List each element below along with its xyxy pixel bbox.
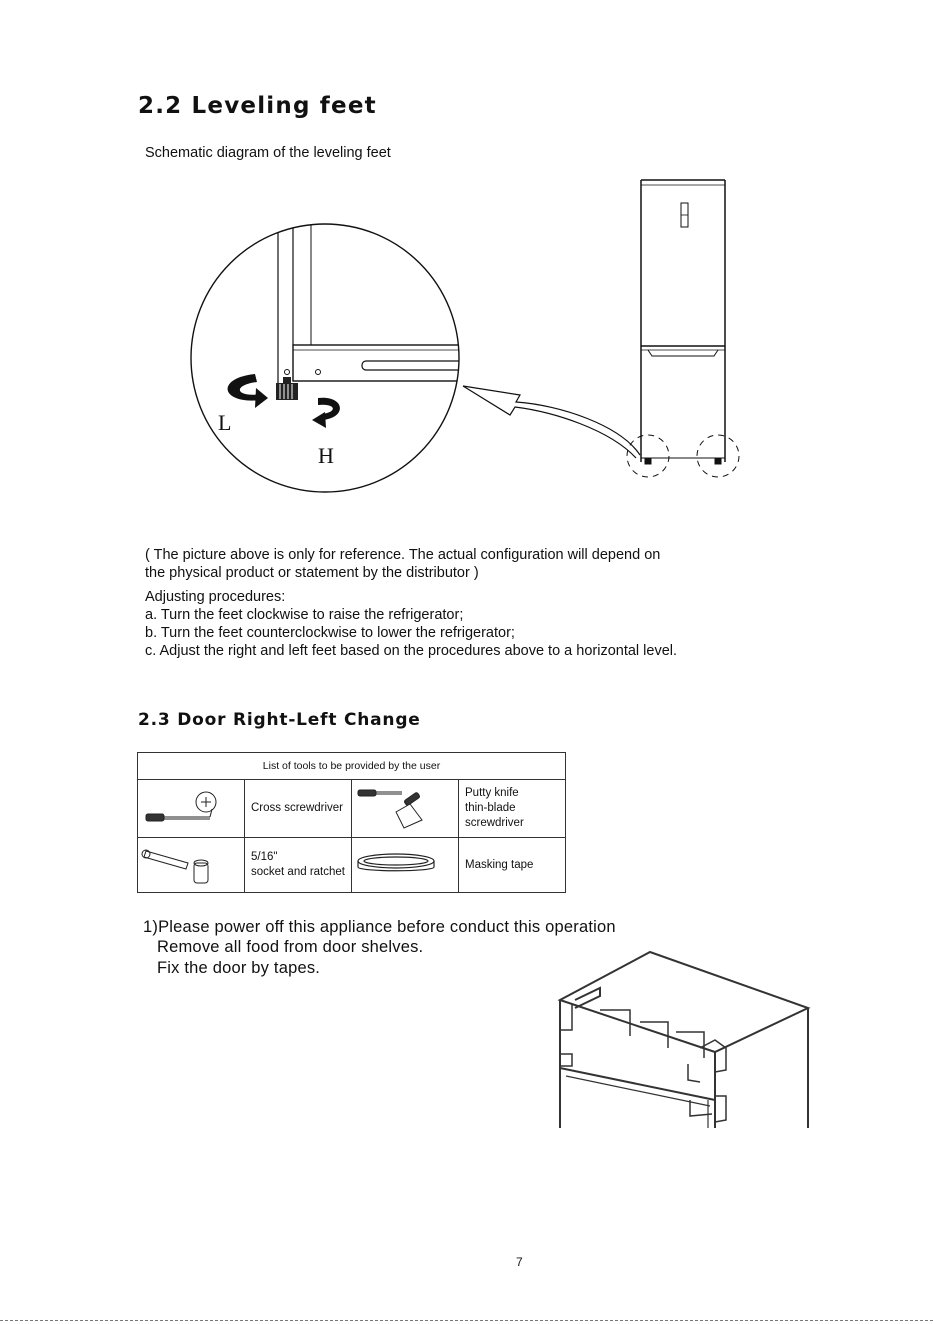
tool-label-line: Putty knife (465, 787, 519, 799)
tools-table-header: List of tools to be provided by the user (138, 753, 566, 780)
tool-label-line: thin-blade screwdriver (465, 802, 524, 829)
instruction-3: Fix the door by tapes. (157, 959, 321, 977)
procedures-title: Adjusting procedures: (145, 589, 286, 605)
page-bottom-divider (0, 1320, 933, 1321)
section-title-leveling-feet: 2.2 Leveling feet (138, 93, 377, 119)
diagram-caption: Schematic diagram of the leveling feet (145, 145, 391, 161)
tool-label-line: socket and ratchet (251, 866, 345, 878)
procedure-step-b: b. Turn the feet counterclockwise to lower the refrigerator; (145, 625, 515, 641)
tool-label-line: Masking tape (465, 858, 534, 871)
note-line-2: the physical product or statement by the distributor ) (145, 565, 479, 581)
page-number: 7 (516, 1255, 523, 1269)
procedure-step-a: a. Turn the feet clockwise to raise the refrigerator; (145, 607, 464, 623)
label-low: L (218, 410, 232, 435)
instruction-2: Remove all food from door shelves. (157, 938, 424, 956)
instruction-1: 1)Please power off this appliance before conduct this operation (143, 918, 616, 936)
label-high: H (318, 443, 334, 468)
procedure-step-c: c. Adjust the right and left feet based on the procedures above to a horizontal level. (145, 643, 678, 659)
note-line-1: ( The picture above is only for reference. The actual configuration will depend on (145, 547, 661, 563)
tool-label-line: Cross screwdriver (251, 802, 344, 814)
section-title-door-change: 2.3 Door Right-Left Change (138, 710, 421, 730)
tool-label-line: 5/16" (251, 851, 278, 863)
